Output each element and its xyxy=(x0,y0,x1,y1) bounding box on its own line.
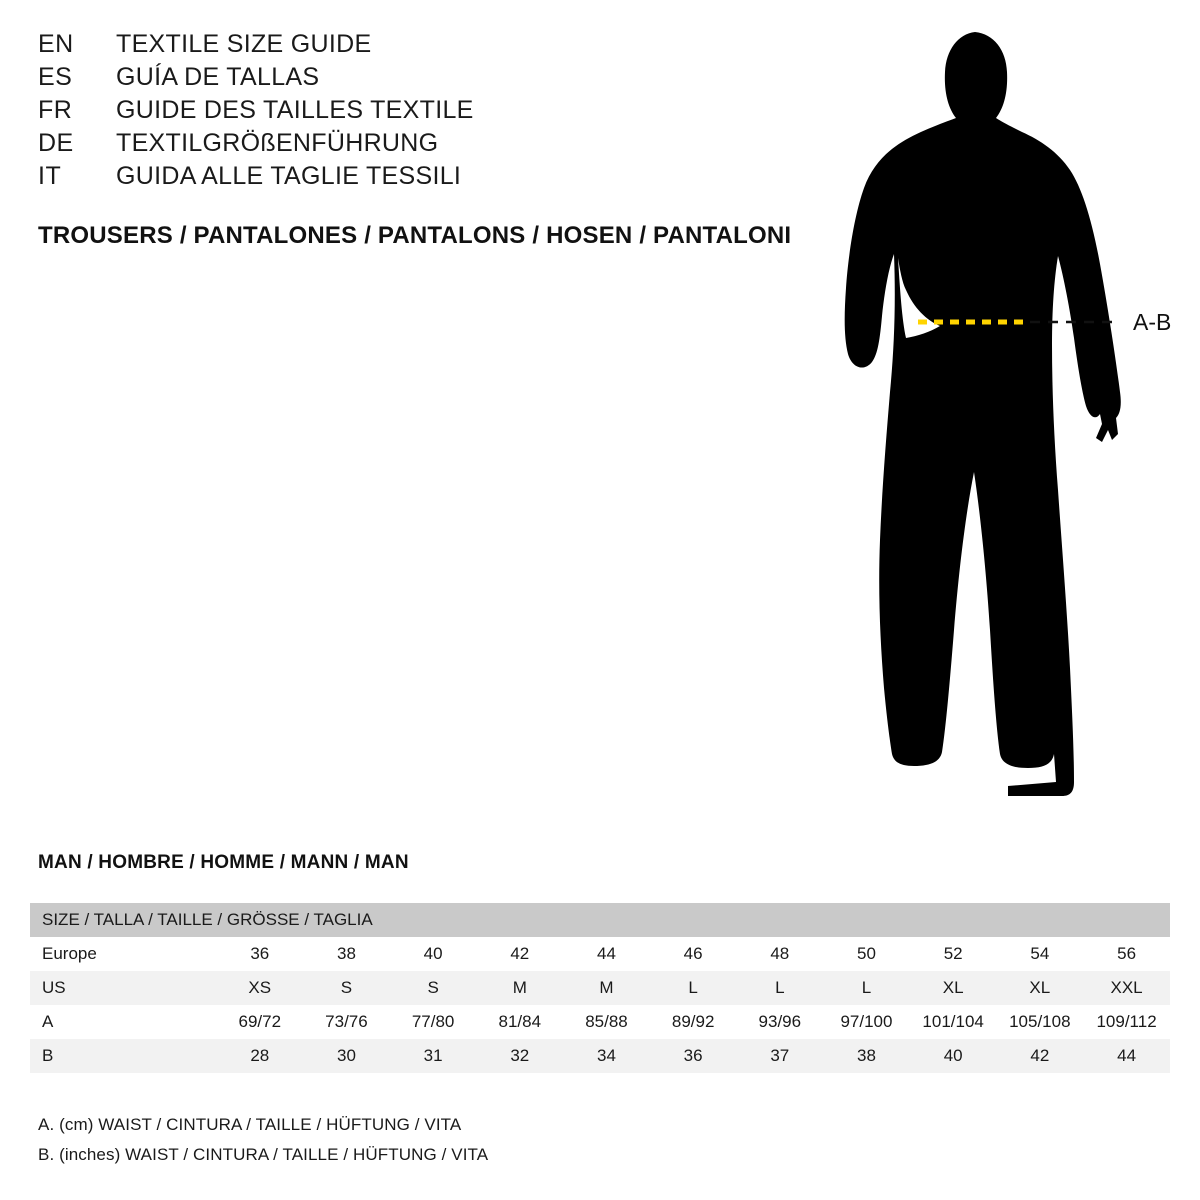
language-row-it xyxy=(38,162,798,195)
row-label: B xyxy=(30,1039,216,1073)
cell: M xyxy=(563,971,650,1005)
cell: 44 xyxy=(1083,1039,1170,1073)
footnotes xyxy=(38,1110,938,1170)
row-label: A xyxy=(30,1005,216,1039)
cell: 40 xyxy=(910,1039,997,1073)
language-title: GUIDE DES TAILLES TEXTILE xyxy=(116,96,474,124)
size-table xyxy=(30,903,1170,1073)
cell: 36 xyxy=(650,1039,737,1073)
row-label: US xyxy=(30,971,216,1005)
cell: 40 xyxy=(390,937,477,971)
cell: 50 xyxy=(823,937,910,971)
cell: L xyxy=(823,971,910,1005)
cell: L xyxy=(650,971,737,1005)
cell: 32 xyxy=(476,1039,563,1073)
language-list xyxy=(38,30,798,195)
table-row xyxy=(30,971,1170,1005)
cell: 38 xyxy=(823,1039,910,1073)
language-code: DE xyxy=(38,129,74,157)
language-row-fr xyxy=(38,96,798,129)
cell: XXL xyxy=(1083,971,1170,1005)
cell: 69/72 xyxy=(216,1005,303,1039)
man-silhouette-icon xyxy=(845,32,1121,796)
language-row-es xyxy=(38,63,798,96)
cell: 101/104 xyxy=(910,1005,997,1039)
language-code: IT xyxy=(38,162,62,190)
language-code: EN xyxy=(38,30,74,58)
cell: XL xyxy=(996,971,1083,1005)
cell: 109/112 xyxy=(1083,1005,1170,1039)
cell: 48 xyxy=(736,937,823,971)
cell: 52 xyxy=(910,937,997,971)
language-code: ES xyxy=(38,63,73,91)
cell: 34 xyxy=(563,1039,650,1073)
cell: 97/100 xyxy=(823,1005,910,1039)
cell: S xyxy=(390,971,477,1005)
cell: S xyxy=(303,971,390,1005)
cell: 36 xyxy=(216,937,303,971)
footnote-b: B. (inches) WAIST / CINTURA / TAILLE / HÜFTUNG / VITA xyxy=(38,1145,489,1164)
cell: 42 xyxy=(996,1039,1083,1073)
cell: 89/92 xyxy=(650,1005,737,1039)
cell: 38 xyxy=(303,937,390,971)
language-title: GUIDA ALLE TAGLIE TESSILI xyxy=(116,162,462,190)
language-row-en xyxy=(38,30,798,63)
language-title: GUÍA DE TALLAS xyxy=(116,63,320,91)
cell: 105/108 xyxy=(996,1005,1083,1039)
footnote-a: A. (cm) WAIST / CINTURA / TAILLE / HÜFTUNG / VITA xyxy=(38,1115,462,1134)
table-section-title: MAN / HOMBRE / HOMME / MANN / MAN xyxy=(38,852,409,873)
cell: 46 xyxy=(650,937,737,971)
cell: M xyxy=(476,971,563,1005)
cell: 30 xyxy=(303,1039,390,1073)
cell: 44 xyxy=(563,937,650,971)
cell: 54 xyxy=(996,937,1083,971)
cell: 28 xyxy=(216,1039,303,1073)
table-header-label: SIZE / TALLA / TAILLE / GRÖSSE / TAGLIA xyxy=(30,903,1170,937)
measure-label-a-b: A-B xyxy=(1133,309,1172,335)
cell: L xyxy=(736,971,823,1005)
cell: 85/88 xyxy=(563,1005,650,1039)
cell: 31 xyxy=(390,1039,477,1073)
language-title: TEXTILGRÖßENFÜHRUNG xyxy=(116,129,439,157)
cell: 77/80 xyxy=(390,1005,477,1039)
silhouette-figure xyxy=(790,20,1190,810)
language-row-de xyxy=(38,129,798,162)
language-code: FR xyxy=(38,96,73,124)
cell: 56 xyxy=(1083,937,1170,971)
cell: 73/76 xyxy=(303,1005,390,1039)
table-row xyxy=(30,937,1170,971)
cell: 42 xyxy=(476,937,563,971)
row-label: Europe xyxy=(30,937,216,971)
table-row xyxy=(30,1005,1170,1039)
garment-type-subtitle: TROUSERS / PANTALONES / PANTALONS / HOSEN / PANTALONI xyxy=(38,222,792,249)
table-header-row xyxy=(30,903,1170,937)
language-title: TEXTILE SIZE GUIDE xyxy=(116,30,372,58)
cell: XS xyxy=(216,971,303,1005)
cell: XL xyxy=(910,971,997,1005)
cell: 93/96 xyxy=(736,1005,823,1039)
table-row xyxy=(30,1039,1170,1073)
cell: 81/84 xyxy=(476,1005,563,1039)
cell: 37 xyxy=(736,1039,823,1073)
